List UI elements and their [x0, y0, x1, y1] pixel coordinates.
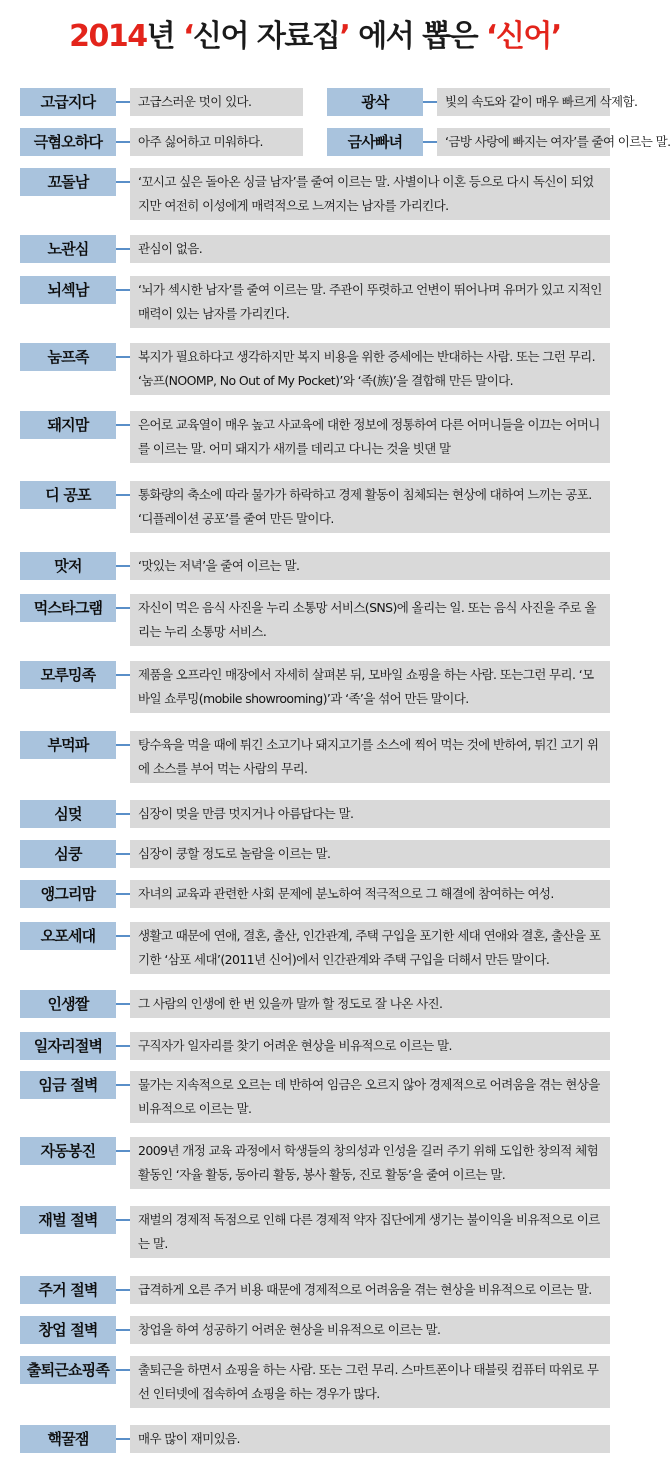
connector-line: [116, 1045, 130, 1047]
connector-line: [116, 565, 130, 567]
entry-term: 디 공포: [20, 481, 116, 509]
entry-definition: 창업을 하여 성공하기 어려운 현상을 비유적으로 이르는 말.: [130, 1316, 610, 1344]
title-part-3: 에서 뽑은: [349, 19, 487, 54]
entry-term: 먹스타그램: [20, 594, 116, 622]
entry-term: 광삭: [327, 88, 423, 116]
glossary-entry: [327, 88, 638, 116]
entry-definition: 물가는 지속적으로 오르는 데 반하여 임금은 오르지 않아 경제적으로 어려움을 겪는 현상을 비유적으로 이르는 말.: [130, 1071, 610, 1123]
entry-term: 창업 절벽: [20, 1316, 116, 1344]
connector-line: [116, 1289, 130, 1291]
entry-definition: 자신이 먹은 음식 사진을 누리 소통망 서비스(SNS)에 올리는 일. 또는 음식 사진을 주로 올리는 누리 소통망 서비스.: [130, 594, 610, 646]
entry-definition: ‘금방 사랑에 빠지는 여자’를 줄여 이르는 말.: [437, 128, 610, 156]
entry-term: 출퇴근쇼핑족: [20, 1356, 116, 1384]
entry-term: 고급지다: [20, 88, 116, 116]
connector-line: [116, 607, 130, 609]
entry-definition: 심장이 멎을 만큼 멋지거나 아름답다는 말.: [130, 800, 610, 828]
connector-line: [116, 813, 130, 815]
entry-term: 꼬돌남: [20, 168, 116, 196]
connector-line: [116, 141, 130, 143]
connector-line: [116, 1003, 130, 1005]
title-quote-open-2: ‘: [486, 19, 496, 54]
entry-definition: 생활고 때문에 연애, 결혼, 출산, 인간관계, 주택 구입을 포기한 세대 연애와 결혼, 출산을 포기한 ‘삼포 세대’(2011년 신어)에서 인간관계와 주택 구입을 더해서 만든 말이다.: [130, 922, 610, 974]
entry-definition: 은어로 교육열이 매우 높고 사교육에 대한 정보에 정통하여 다른 어머니들을 이끄는 어머니를 이르는 말. 어미 돼지가 새끼를 데리고 다니는 것을 빗댄 말: [130, 411, 610, 463]
connector-line: [116, 935, 130, 937]
connector-line: [116, 1438, 130, 1440]
entry-term: 앵그리맘: [20, 880, 116, 908]
entry-definition: 통화량의 축소에 따라 물가가 하락하고 경제 활동이 침체되는 현상에 대하여 느끼는 공포. ‘디플레이션 공포’를 줄여 만든 말이다.: [130, 481, 610, 533]
glossary-entry: [20, 128, 303, 156]
entry-definition: 급격하게 오른 주거 비용 때문에 경제적으로 어려움을 겪는 현상을 비유적으로 이르는 말.: [130, 1276, 610, 1304]
connector-line: [116, 181, 130, 183]
title-quote-open-1: ‘: [183, 19, 194, 54]
connector-line: [116, 424, 130, 426]
entry-definition: 빛의 속도와 같이 매우 빠르게 삭제함.: [437, 88, 610, 116]
connector-line: [116, 893, 130, 895]
entry-definition: 매우 많이 재미있음.: [130, 1425, 610, 1453]
connector-line: [116, 494, 130, 496]
connector-line: [116, 674, 130, 676]
title-part-4: 신어: [495, 19, 551, 54]
entry-term: 극혐오하다: [20, 128, 116, 156]
connector-line: [116, 853, 130, 855]
entry-definition: ‘맛있는 저녁’을 줄여 이르는 말.: [130, 552, 610, 580]
title-part-1: 년: [146, 19, 184, 54]
entry-term: 주거 절벽: [20, 1276, 116, 1304]
connector-line: [116, 1329, 130, 1331]
connector-line: [423, 101, 437, 103]
title-quote-close-1: ’: [339, 19, 350, 54]
glossary-entry: [327, 128, 670, 156]
entry-term: 오포세대: [20, 922, 116, 950]
entry-term: 임금 절벽: [20, 1071, 116, 1099]
title-quote-close-2: ’: [550, 19, 561, 54]
entry-term: 노관심: [20, 235, 116, 263]
connector-line: [116, 1150, 130, 1152]
entry-definition: 재벌의 경제적 독점으로 인해 다른 경제적 약자 집단에게 생기는 불이익을 비유적으로 이르는 말.: [130, 1206, 610, 1258]
entry-term: 일자리절벽: [20, 1032, 116, 1060]
connector-line: [116, 1369, 130, 1371]
entry-definition: 관심이 없음.: [130, 235, 610, 263]
entry-term: 맛저: [20, 552, 116, 580]
entry-term: 자동봉진: [20, 1137, 116, 1165]
connector-line: [116, 744, 130, 746]
title-year: 2014: [69, 19, 147, 54]
connector-line: [116, 1219, 130, 1221]
entry-definition: ‘꼬시고 싶은 돌아온 싱글 남자’를 줄여 이르는 말. 사별이나 이혼 등으로 다시 독신이 되었지만 여전히 이성에게 매력적으로 느껴지는 남자를 가리킨다.: [130, 168, 610, 220]
entry-term: 심쿵: [20, 840, 116, 868]
connector-line: [116, 101, 130, 103]
entry-definition: 복지가 필요하다고 생각하지만 복지 비용을 위한 증세에는 반대하는 사람. 또는 그런 무리. ‘눔프(NOOMP, No Out of My Pocket)’와 ‘족(族)’을 결합해 만든 말이다.: [130, 343, 610, 395]
entry-definition: 2009년 개정 교육 과정에서 학생들의 창의성과 인성을 길러 주기 위해 도입한 창의적 체험 활동인 ‘자율 활동, 동아리 활동, 봉사 활동, 진로 활동’을 줄여 이르는 말.: [130, 1137, 610, 1189]
entry-definition: 출퇴근을 하면서 쇼핑을 하는 사람. 또는 그런 무리. 스마트폰이나 태블릿 컴퓨터 따위로 무선 인터넷에 접속하여 쇼핑을 하는 경우가 많다.: [130, 1356, 610, 1408]
entry-term: 심멎: [20, 800, 116, 828]
entry-definition: ‘뇌가 섹시한 남자’를 줄여 이르는 말. 주관이 뚜렷하고 언변이 뛰어나며 유머가 있고 지적인 매력이 있는 남자를 가리킨다.: [130, 276, 610, 328]
entry-definition: 탕수육을 먹을 때에 튀긴 소고기나 돼지고기를 소스에 찍어 먹는 것에 반하여, 튀긴 고기 위에 소스를 부어 먹는 사람의 무리.: [130, 731, 610, 783]
entry-term: 돼지맘: [20, 411, 116, 439]
entry-definition: 아주 싫어하고 미워하다.: [130, 128, 303, 156]
entry-term: 재벌 절벽: [20, 1206, 116, 1234]
entry-term: 금사빠녀: [327, 128, 423, 156]
page-title: [0, 14, 630, 60]
connector-line: [116, 289, 130, 291]
entry-definition: 구직자가 일자리를 찾기 어려운 현상을 비유적으로 이르는 말.: [130, 1032, 610, 1060]
title-part-2: 신어 자료집: [193, 19, 340, 54]
entry-definition: 심장이 쿵할 정도로 놀람을 이르는 말.: [130, 840, 610, 868]
entry-definition: 제품을 오프라인 매장에서 자세히 살펴본 뒤, 모바일 쇼핑을 하는 사람. 또는그런 무리. ‘모바일 쇼루밍(mobile showrooming)’과 ‘족’을 섞어 만든 말이다.: [130, 661, 610, 713]
connector-line: [116, 356, 130, 358]
entry-definition: 그 사람의 인생에 한 번 있을까 말까 할 정도로 잘 나온 사진.: [130, 990, 610, 1018]
glossary-entry: [20, 88, 303, 116]
entry-term: 눔프족: [20, 343, 116, 371]
connector-line: [116, 1084, 130, 1086]
entry-term: 뇌섹남: [20, 276, 116, 304]
entry-definition: 고급스러운 멋이 있다.: [130, 88, 303, 116]
entry-term: 핵꿀잼: [20, 1425, 116, 1453]
entry-term: 부먹파: [20, 731, 116, 759]
connector-line: [423, 141, 437, 143]
connector-line: [116, 248, 130, 250]
pair-row: [20, 88, 638, 116]
entry-definition: 자녀의 교육과 관련한 사회 문제에 분노하여 적극적으로 그 해결에 참여하는 여성.: [130, 880, 610, 908]
entry-term: 인생짤: [20, 990, 116, 1018]
pair-row: [20, 128, 670, 156]
entry-term: 모루밍족: [20, 661, 116, 689]
